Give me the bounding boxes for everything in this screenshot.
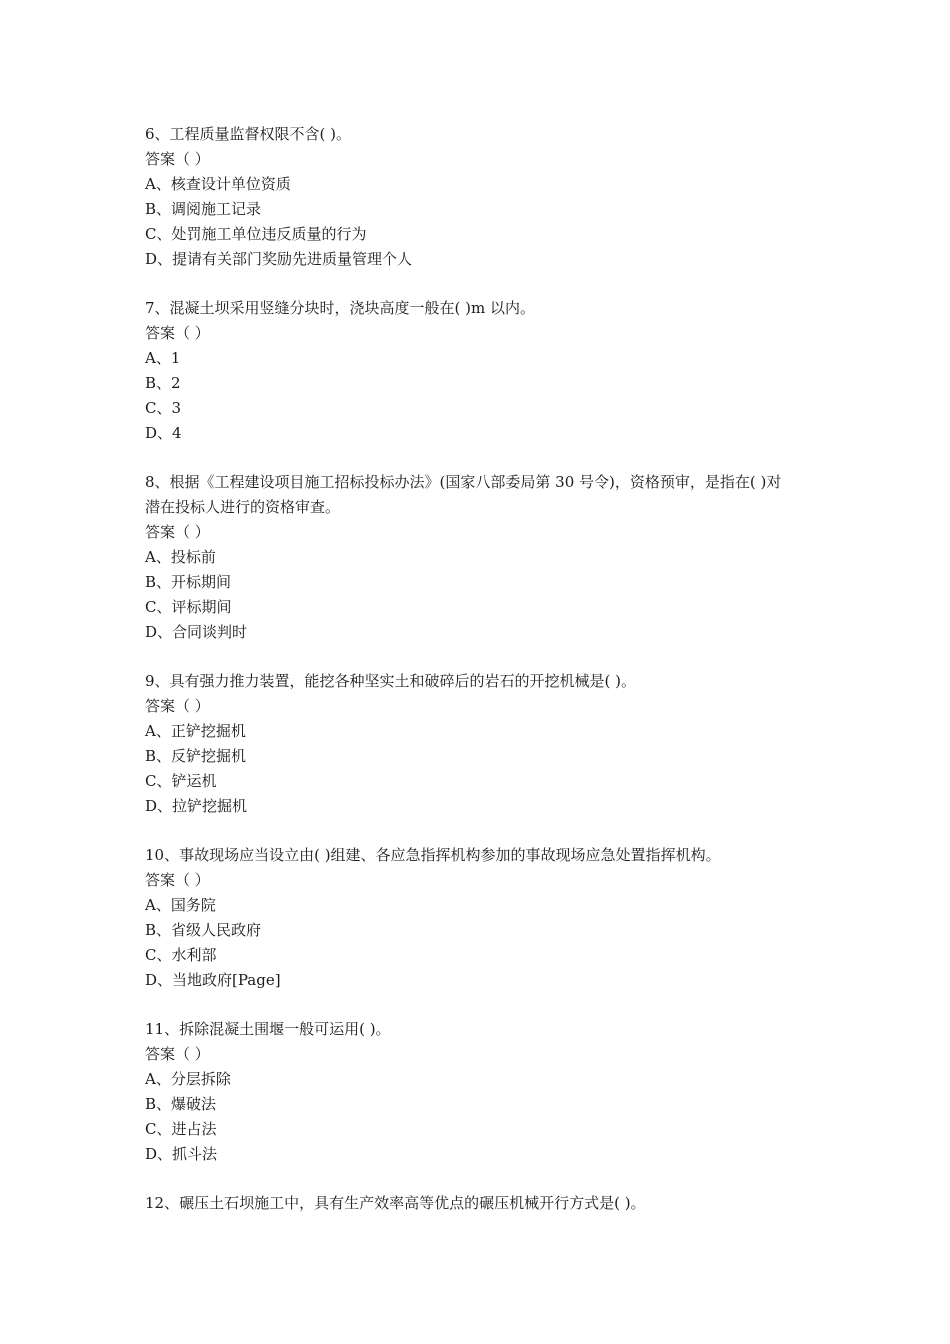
- option-c: C、3: [145, 399, 182, 417]
- question-6: [145, 122, 825, 272]
- option-c: C、铲运机: [145, 772, 217, 790]
- option-d: D、4: [145, 424, 182, 442]
- question-11: [145, 1017, 825, 1167]
- option-c: C、处罚施工单位违反质量的行为: [145, 225, 367, 243]
- answer-line: 答案（ ）: [145, 150, 210, 168]
- question-8: [145, 470, 825, 645]
- answer-line: 答案（ ）: [145, 871, 210, 889]
- question-stem: 6、工程质量监督权限不含( )。: [145, 125, 352, 143]
- option-b: B、省级人民政府: [145, 921, 262, 939]
- question-stem: 7、混凝土坝采用竖缝分块时，浇块高度一般在( )m 以内。: [145, 299, 536, 317]
- document-page: [145, 122, 825, 1240]
- question-stem: 12、碾压土石坝施工中，具有生产效率高等优点的碾压机械开行方式是( )。: [145, 1194, 646, 1212]
- option-c: C、水利部: [145, 946, 217, 964]
- option-d: D、当地政府[Page]: [145, 971, 281, 989]
- option-a: A、1: [145, 349, 181, 367]
- question-stem: 11、拆除混凝土围堰一般可运用( )。: [145, 1020, 391, 1038]
- option-b: B、2: [145, 374, 181, 392]
- option-d: D、抓斗法: [145, 1145, 218, 1163]
- option-b: B、开标期间: [145, 573, 232, 591]
- option-b: B、反铲挖掘机: [145, 747, 247, 765]
- option-a: A、国务院: [145, 896, 216, 914]
- option-d: D、合同谈判时: [145, 623, 248, 641]
- question-12: [145, 1191, 825, 1216]
- option-c: C、评标期间: [145, 598, 232, 616]
- question-10: [145, 843, 825, 993]
- question-stem-line2: 潜在投标人进行的资格审查。: [145, 498, 341, 516]
- answer-line: 答案（ ）: [145, 523, 210, 541]
- option-b: B、爆破法: [145, 1095, 217, 1113]
- option-a: A、投标前: [145, 548, 216, 566]
- answer-line: 答案（ ）: [145, 1045, 210, 1063]
- option-a: A、核查设计单位资质: [145, 175, 291, 193]
- option-b: B、调阅施工记录: [145, 200, 262, 218]
- option-c: C、进占法: [145, 1120, 217, 1138]
- question-7: [145, 296, 825, 446]
- answer-line: 答案（ ）: [145, 324, 210, 342]
- question-stem-line1: 8、根据《工程建设项目施工招标投标办法》(国家八部委局第 30 号令)，资格预审，是指在( )对: [145, 473, 782, 491]
- question-stem: 10、事故现场应当设立由( )组建、各应急指挥机构参加的事故现场应急处置指挥机构。: [145, 846, 721, 864]
- question-9: [145, 669, 825, 819]
- option-d: D、拉铲挖掘机: [145, 797, 248, 815]
- option-d: D、提请有关部门奖励先进质量管理个人: [145, 250, 413, 268]
- option-a: A、分层拆除: [145, 1070, 231, 1088]
- answer-line: 答案（ ）: [145, 697, 210, 715]
- question-stem: 9、具有强力推力装置，能挖各种坚实土和破碎后的岩石的开挖机械是( )。: [145, 672, 637, 690]
- option-a: A、正铲挖掘机: [145, 722, 246, 740]
